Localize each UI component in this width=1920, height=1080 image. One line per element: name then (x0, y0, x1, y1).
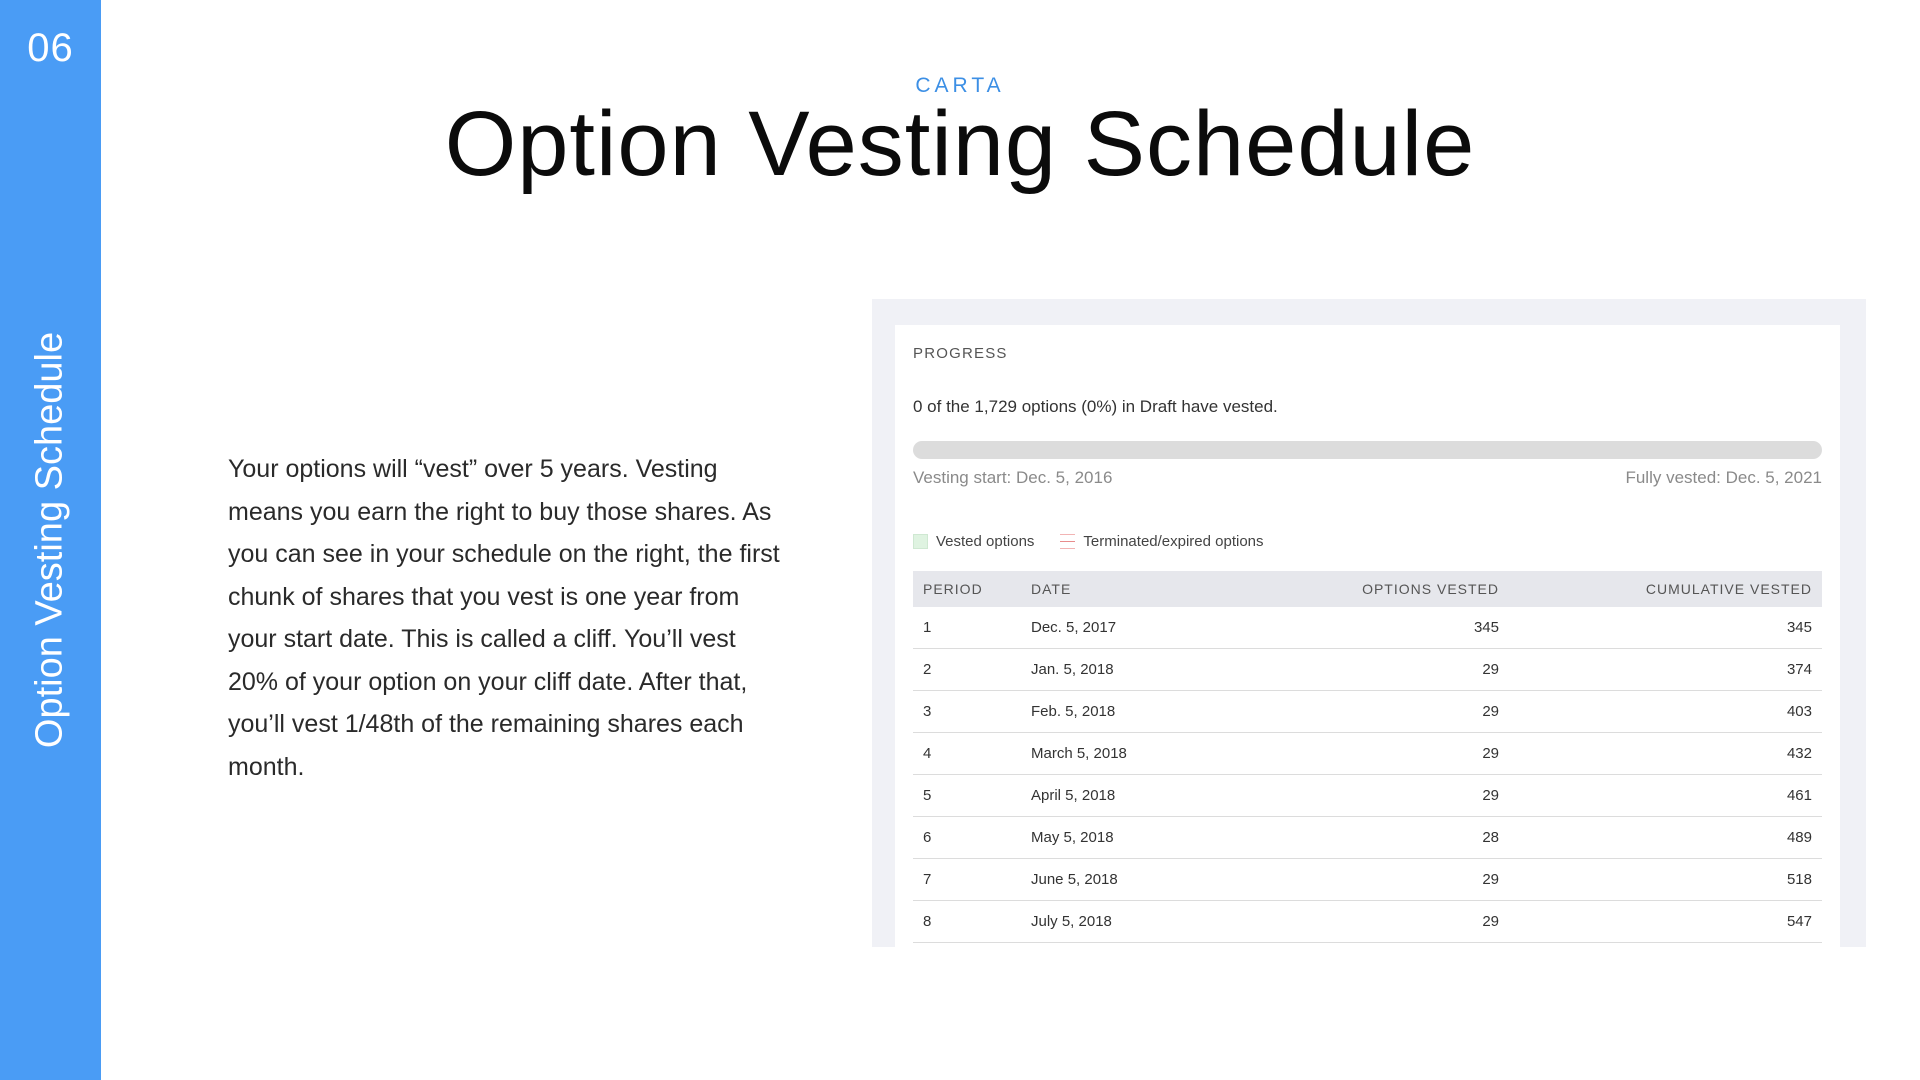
cell-date: Feb. 5, 2018 (1031, 703, 1116, 720)
cell-period: 7 (923, 871, 932, 888)
body-paragraph: Your options will “vest” over 5 years. Vesting means you earn the right to buy those shares. As you can see in your schedule on the right, the first chunk of shares that you vest is one year from your start date. This is called a cliff. You’ll vest 20% of your option on your cliff date. After that, you’ll vest 1/48th of the remaining shares each month. (228, 455, 780, 781)
cell-options-vested: 29 (1482, 787, 1499, 804)
legend-vested-label: Vested options (936, 533, 1035, 550)
table-row (913, 733, 1822, 775)
cell-cumulative-vested: 403 (1786, 703, 1812, 720)
cell-cumulative-vested: 432 (1786, 745, 1812, 762)
cell-cumulative-vested: 489 (1786, 829, 1812, 846)
cell-period: 3 (923, 703, 932, 720)
header-options-vested: OPTIONS VESTED (1362, 581, 1499, 597)
cell-cumulative-vested: 374 (1786, 661, 1812, 678)
cell-date: Jan. 5, 2018 (1031, 661, 1114, 678)
cell-cumulative-vested: 547 (1786, 913, 1812, 930)
legend-terminated-label: Terminated/expired options (1083, 533, 1264, 550)
cell-cumulative-vested: 518 (1786, 871, 1812, 888)
cell-options-vested: 29 (1482, 871, 1499, 888)
legend-terminated (1060, 533, 1263, 550)
vesting-panel (895, 325, 1840, 947)
cell-options-vested: 28 (1482, 829, 1499, 846)
cell-date: Dec. 5, 2017 (1031, 619, 1117, 636)
cell-options-vested: 29 (1482, 703, 1499, 720)
vesting-table (913, 571, 1822, 943)
cell-options-vested: 29 (1482, 661, 1499, 678)
header-period: PERIOD (923, 581, 983, 597)
cell-options-vested: 29 (1482, 913, 1499, 930)
table-row (913, 775, 1822, 817)
table-row (913, 649, 1822, 691)
table-row (913, 691, 1822, 733)
table-row (913, 859, 1822, 901)
fully-vested-date: Fully vested: Dec. 5, 2021 (1625, 468, 1822, 487)
cell-date: March 5, 2018 (1031, 745, 1127, 762)
legend (913, 533, 1290, 550)
header-date: DATE (1031, 581, 1072, 597)
vertical-section-title: Option Vesting Schedule (28, 331, 71, 749)
cell-date: June 5, 2018 (1031, 871, 1118, 888)
cell-options-vested: 345 (1473, 619, 1499, 636)
cell-period: 4 (923, 745, 932, 762)
table-row (913, 901, 1822, 943)
cell-period: 8 (923, 913, 932, 930)
progress-heading: PROGRESS (913, 345, 1008, 362)
cell-options-vested: 29 (1482, 745, 1499, 762)
cell-period: 2 (923, 661, 932, 678)
legend-vested (913, 533, 1034, 550)
cell-date: May 5, 2018 (1031, 829, 1114, 846)
table-row (913, 817, 1822, 859)
slide-number: 06 (27, 26, 74, 70)
vested-swatch-icon (913, 534, 928, 549)
progress-summary: 0 of the 1,729 options (0%) in Draft have vested. (913, 397, 1278, 416)
cell-period: 1 (923, 619, 932, 636)
cell-date: April 5, 2018 (1031, 787, 1116, 804)
cell-date: July 5, 2018 (1031, 913, 1112, 930)
cell-cumulative-vested: 461 (1786, 787, 1812, 804)
progress-bar (913, 441, 1822, 459)
table-row (913, 607, 1822, 649)
terminated-swatch-icon (1060, 534, 1075, 549)
cell-cumulative-vested: 345 (1786, 619, 1812, 636)
table-header (913, 571, 1822, 607)
brand-label: CARTA (915, 74, 1005, 97)
header-cumulative-vested: CUMULATIVE VESTED (1645, 581, 1812, 597)
page-title: Option Vesting Schedule (444, 93, 1476, 195)
vesting-start-date: Vesting start: Dec. 5, 2016 (913, 468, 1113, 487)
cell-period: 5 (923, 787, 932, 804)
cell-period: 6 (923, 829, 932, 846)
